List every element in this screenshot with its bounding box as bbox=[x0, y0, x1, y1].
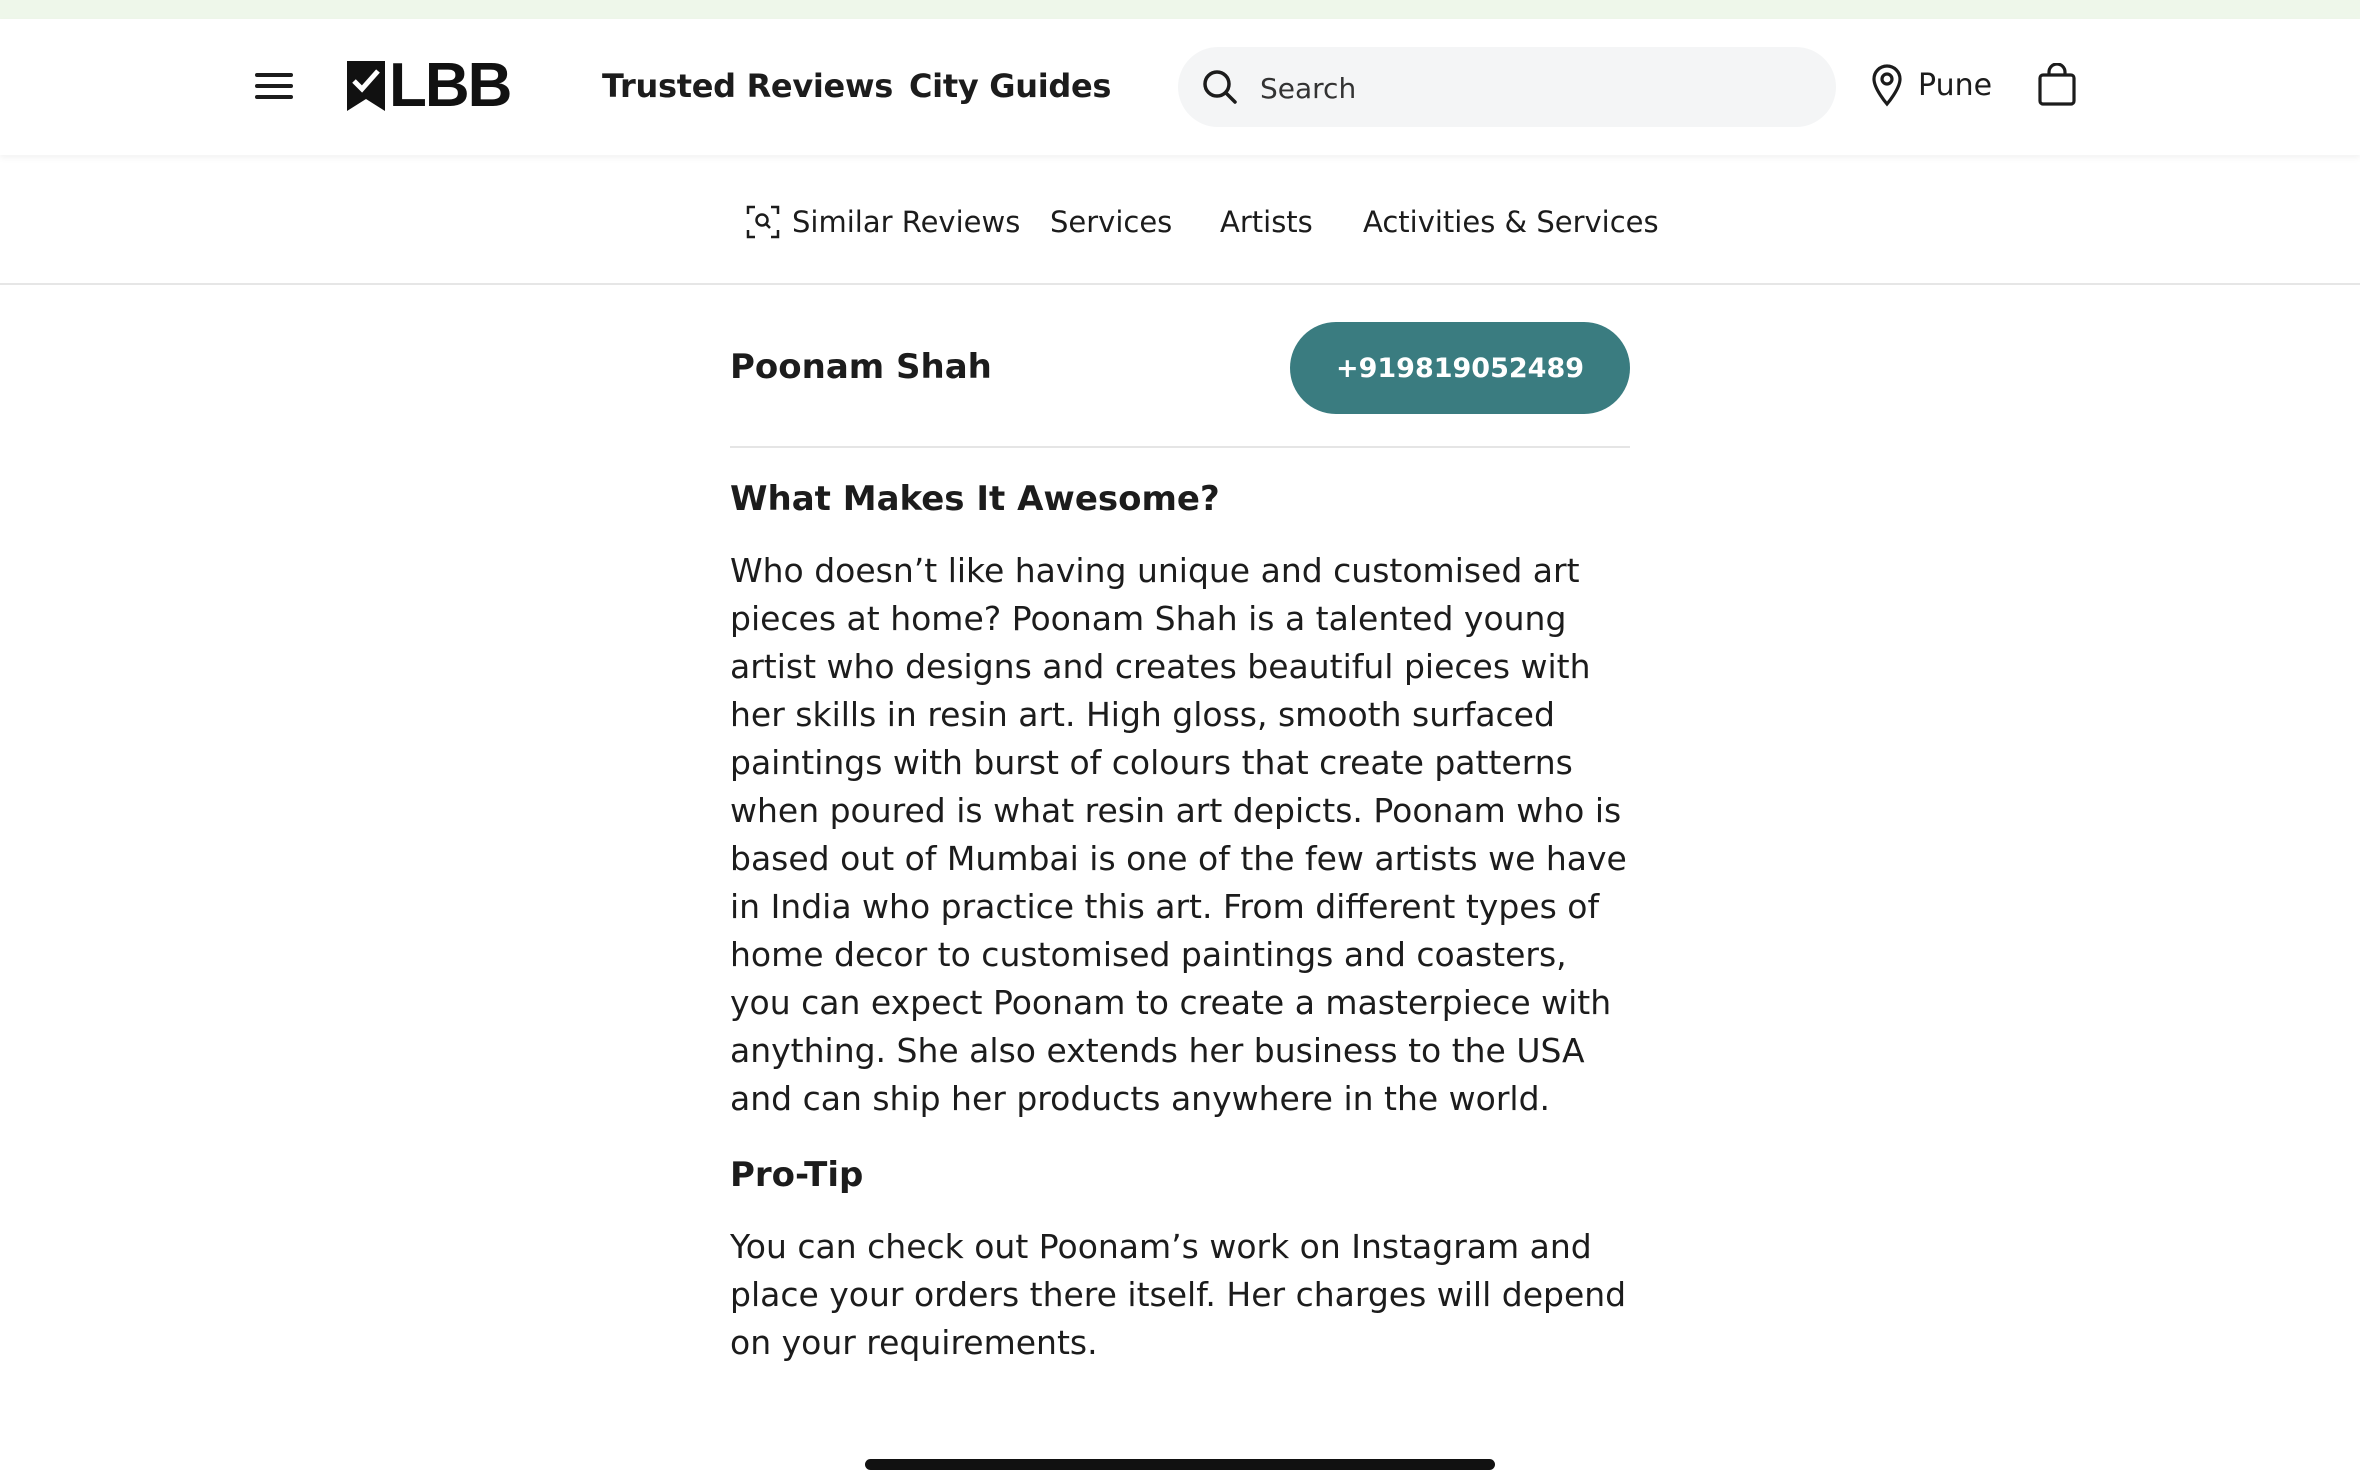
artist-contact-row bbox=[730, 283, 1630, 448]
sub-navigation bbox=[0, 155, 2360, 285]
shopping-bag-icon[interactable] bbox=[2037, 63, 2077, 111]
menu-icon[interactable] bbox=[255, 71, 293, 101]
top-banner-strip bbox=[0, 0, 2360, 19]
location-pin-icon bbox=[1870, 63, 1904, 107]
location-label: Pune bbox=[1918, 67, 1993, 103]
subnav-similar-reviews[interactable] bbox=[746, 205, 1020, 239]
home-indicator bbox=[865, 1459, 1495, 1470]
site-header bbox=[0, 19, 2360, 155]
subnav-artists[interactable]: Artists bbox=[1220, 205, 1313, 239]
subnav-activities-services[interactable]: Activities & Services bbox=[1363, 205, 1659, 239]
scan-search-icon bbox=[746, 205, 780, 239]
nav-city-guides[interactable]: City Guides bbox=[909, 67, 1112, 105]
section-title-pro-tip: Pro-Tip bbox=[730, 1155, 864, 1195]
location-selector[interactable] bbox=[1870, 63, 1992, 107]
section-body-pro-tip: You can check out Poonam’s work on Instagram and place your orders there itself. Her charges will depend on your requirements. bbox=[730, 1227, 1627, 1362]
search-input[interactable] bbox=[1258, 65, 1802, 111]
call-phone-button[interactable]: +919819052489 bbox=[1290, 322, 1630, 414]
subnav-similar-reviews-label: Similar Reviews bbox=[792, 205, 1021, 239]
subnav-services[interactable]: Services bbox=[1050, 205, 1173, 239]
review-content bbox=[730, 283, 1630, 1362]
search-bar[interactable] bbox=[1178, 47, 1836, 127]
lbb-logo[interactable] bbox=[347, 51, 511, 120]
section-body-awesome: Who doesn’t like having unique and customised art pieces at home? Poonam Shah is a talented young artist who designs and creates beautiful pieces with her skills in resin art. High gloss, smooth surfaced paintings with burst of colours that create patterns when poured is what resin art depicts. Poonam who is based out of Mumbai is one of the few artists we have in India who practice this art. From different types of home decor to customised paintings and coasters, you can expect Poonam to create a masterpiece with anything. She also extends her business to the USA and can ship her products anywhere in the world. bbox=[730, 551, 1627, 1118]
artist-name: Poonam Shah bbox=[730, 347, 992, 387]
search-icon bbox=[1200, 67, 1240, 107]
logo-text: LBB bbox=[389, 51, 511, 120]
logo-mark-icon bbox=[347, 61, 385, 111]
section-title-awesome: What Makes It Awesome? bbox=[730, 479, 1220, 519]
nav-trusted-reviews[interactable]: Trusted Reviews bbox=[602, 67, 893, 105]
